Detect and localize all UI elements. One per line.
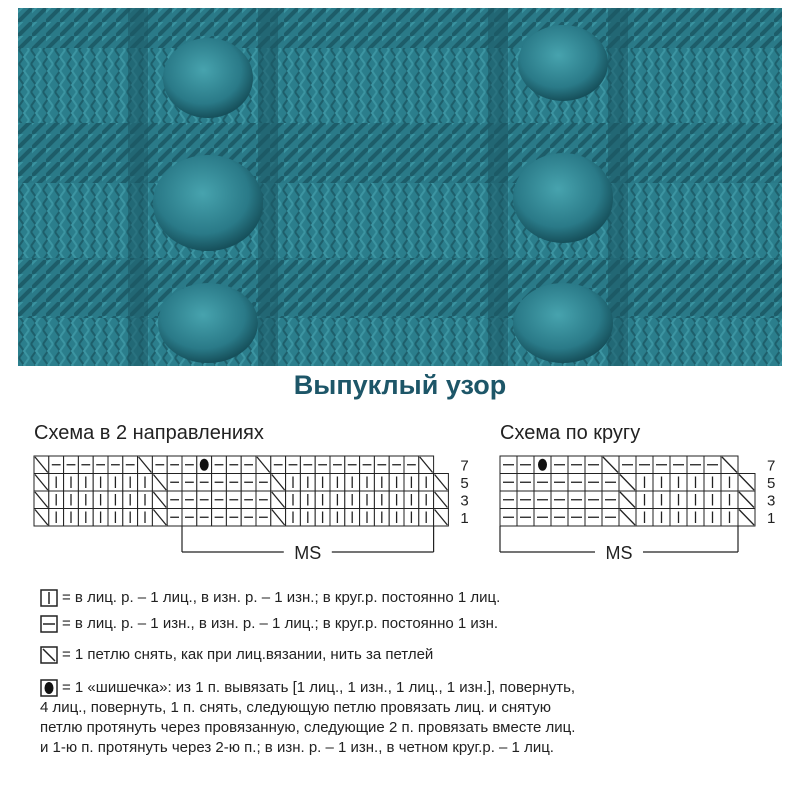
chart-cell (404, 474, 419, 492)
chart-cell (123, 491, 138, 509)
chart-cell (108, 491, 123, 509)
chart-cell (256, 474, 271, 492)
chart-cell (49, 509, 64, 527)
chart-cell (78, 509, 93, 527)
chart-cell (360, 474, 375, 492)
chart-cell (419, 474, 434, 492)
row-number-label: 5 (460, 475, 469, 492)
chart-cell (389, 509, 404, 527)
bobble-symbol-icon (40, 679, 58, 697)
chart-cell (167, 491, 182, 509)
chart-cell (653, 491, 670, 509)
chart-cell (93, 491, 108, 509)
chart-cell (721, 491, 738, 509)
chart-cell (602, 456, 619, 474)
chart-cell (330, 491, 345, 509)
chart-cell (226, 456, 241, 474)
chart-cell (64, 474, 79, 492)
chart-cell (585, 456, 602, 474)
repeat-label: MS (294, 543, 322, 563)
chart-cell (64, 509, 79, 527)
chart-cell (602, 491, 619, 509)
row-number-label: 3 (767, 492, 776, 510)
chart-cell (738, 491, 755, 509)
chart-cell (256, 491, 271, 509)
chart-cell (78, 456, 93, 474)
chart-cell (212, 474, 227, 492)
repeat-label: MS (605, 543, 633, 563)
chart-cell (345, 509, 360, 527)
chart-cell (34, 456, 49, 474)
left-chart-title: Схема в 2 направлениях (34, 422, 264, 444)
chart-cell (602, 474, 619, 492)
chart-cell (256, 456, 271, 474)
legend-text-bobble-3: петлю протянуть через провязанную, следующие 2 п. провязать вместе лиц. (40, 719, 576, 736)
chart-cell (619, 474, 636, 492)
chart-cell (241, 509, 256, 527)
chart-cell (123, 509, 138, 527)
chart-cell (226, 509, 241, 527)
row-number-label: 7 (767, 457, 776, 475)
chart-cell (167, 474, 182, 492)
chart-cell (345, 474, 360, 492)
legend-item-knit (40, 588, 500, 608)
chart-cell (330, 456, 345, 474)
chart-cell (636, 456, 653, 474)
chart-cell (138, 491, 153, 509)
chart-cell (49, 456, 64, 474)
chart-cell (602, 509, 619, 527)
row-number-label: 5 (767, 475, 776, 492)
chart-cell (152, 509, 167, 527)
chart-cell (636, 474, 653, 492)
chart-cell (419, 456, 434, 474)
chart-cell (360, 456, 375, 474)
chart-cell (374, 456, 389, 474)
chart-cell (653, 474, 670, 492)
chart-cell (704, 474, 721, 492)
chart-cell (315, 491, 330, 509)
chart-cell (687, 509, 704, 527)
chart-cell (300, 491, 315, 509)
chart-cell (500, 509, 517, 527)
chart-cell (93, 474, 108, 492)
chart-cell (108, 456, 123, 474)
chart-cell (197, 509, 212, 527)
chart-cell (619, 491, 636, 509)
chart-cell (374, 491, 389, 509)
chart-cell (138, 474, 153, 492)
chart-cell (315, 509, 330, 527)
chart-cell (360, 509, 375, 527)
chart-cell (182, 474, 197, 492)
chart-cell (138, 509, 153, 527)
chart-cell (704, 456, 721, 474)
chart-cell (345, 456, 360, 474)
chart-cell (286, 474, 301, 492)
chart-cell (517, 491, 534, 509)
legend-text-knit: = в лиц. р. – 1 лиц., в изн. р. – 1 изн.; в круг.р. постоянно 1 лиц. (62, 589, 501, 606)
chart-cell (330, 474, 345, 492)
chart-cell (212, 491, 227, 509)
legend-item-bobble (40, 678, 575, 758)
chart-cell (300, 509, 315, 527)
chart-cell (315, 474, 330, 492)
chart-cell (619, 509, 636, 527)
chart-cell (568, 509, 585, 527)
chart-cell (419, 491, 434, 509)
pattern-title: Выпуклый узор (293, 370, 507, 400)
chart-cell (271, 456, 286, 474)
chart-cell (404, 491, 419, 509)
chart-cell (389, 491, 404, 509)
knitted-swatch-photo (18, 8, 782, 366)
chart-cell (167, 456, 182, 474)
chart-cell (256, 509, 271, 527)
chart-cell (241, 456, 256, 474)
chart-cell (64, 456, 79, 474)
chart-cell (300, 456, 315, 474)
chart-cell (286, 456, 301, 474)
chart-cell (517, 509, 534, 527)
chart-cell (167, 509, 182, 527)
chart-cell (241, 474, 256, 492)
chart-cell (619, 456, 636, 474)
chart-cell (360, 491, 375, 509)
legend-item-purl (40, 614, 498, 634)
chart-cell (419, 509, 434, 527)
legend-text-bobble-2: 4 лиц., повернуть, 1 п. снять, следующую петлю провязать лиц. и снятую (40, 699, 552, 716)
slip-symbol-icon (40, 646, 58, 664)
chart-cell (653, 456, 670, 474)
chart-cell (108, 509, 123, 527)
row-number-label: 1 (460, 510, 469, 527)
chart-cell (108, 474, 123, 492)
purl-symbol-icon (40, 615, 58, 633)
row-number-label: 1 (767, 510, 776, 527)
chart-cell (568, 474, 585, 492)
chart-cell (226, 474, 241, 492)
chart-cell (670, 491, 687, 509)
chart-cell (534, 474, 551, 492)
chart-cell (585, 491, 602, 509)
chart-cell (670, 474, 687, 492)
chart-cell (123, 456, 138, 474)
chart-cell (721, 474, 738, 492)
chart-cell (670, 456, 687, 474)
chart-cell (704, 491, 721, 509)
chart-cell (687, 474, 704, 492)
chart-cell (93, 456, 108, 474)
chart-cell (534, 456, 551, 474)
chart-cell (551, 509, 568, 527)
legend-text-bobble-1: = 1 «шишечка»: из 1 п. вывязать [1 лиц., 1 изн., 1 лиц., 1 изн.], повернуть, (62, 679, 576, 696)
chart-cell (653, 509, 670, 527)
chart-cell (271, 474, 286, 492)
chart-cell (64, 491, 79, 509)
chart-cell (551, 456, 568, 474)
chart-cell (34, 509, 49, 527)
chart-cell (212, 456, 227, 474)
chart-cell (585, 474, 602, 492)
chart-cell (568, 491, 585, 509)
chart-cell (551, 474, 568, 492)
chart-cell (738, 509, 755, 527)
chart-cell (138, 456, 153, 474)
legend-text-purl: = в лиц. р. – 1 изн., в изн. р. – 1 лиц.; в круг.р. постоянно 1 изн. (62, 615, 499, 632)
chart-cell (286, 491, 301, 509)
chart-cell (271, 509, 286, 527)
chart-cell (49, 491, 64, 509)
chart-cell (670, 509, 687, 527)
chart-cell (517, 456, 534, 474)
right-chart (496, 452, 786, 572)
chart-cell (434, 491, 449, 509)
row-number-label: 7 (460, 457, 469, 475)
chart-cell (93, 509, 108, 527)
chart-cell (34, 491, 49, 509)
chart-cell (585, 509, 602, 527)
chart-cell (434, 509, 449, 527)
chart-cell (434, 474, 449, 492)
legend-text-bobble-4: и 1-ю п. протянуть через 2-ю п.; в изн. р. – 1 изн., в четном круг.р. – 1 лиц. (40, 739, 554, 756)
chart-cell (152, 474, 167, 492)
chart-cell (226, 491, 241, 509)
chart-cell (636, 491, 653, 509)
chart-cell (404, 456, 419, 474)
chart-cell (330, 509, 345, 527)
chart-cell (687, 491, 704, 509)
chart-cell (500, 456, 517, 474)
chart-cell (721, 509, 738, 527)
chart-cell (212, 509, 227, 527)
chart-cell (78, 474, 93, 492)
chart-cell (78, 491, 93, 509)
chart-cell (374, 474, 389, 492)
chart-cell (152, 491, 167, 509)
chart-cell (182, 491, 197, 509)
chart-cell (374, 509, 389, 527)
left-chart (30, 452, 469, 572)
chart-cell (286, 509, 301, 527)
chart-cell (636, 509, 653, 527)
chart-cell (534, 509, 551, 527)
chart-cell (182, 509, 197, 527)
chart-cell (197, 474, 212, 492)
chart-cell (34, 474, 49, 492)
chart-cell (721, 456, 738, 474)
chart-cell (271, 491, 286, 509)
chart-cell (687, 456, 704, 474)
legend-text-slip: = 1 петлю снять, как при лиц.вязании, нить за петлей (62, 646, 434, 663)
chart-cell (197, 491, 212, 509)
right-chart-title: Схема по кругу (500, 422, 641, 444)
chart-cell (241, 491, 256, 509)
chart-cell (345, 491, 360, 509)
chart-cell (197, 456, 212, 474)
chart-cell (500, 474, 517, 492)
chart-cell (534, 491, 551, 509)
chart-cell (182, 456, 197, 474)
chart-cell (123, 474, 138, 492)
chart-cell (568, 456, 585, 474)
chart-cell (500, 491, 517, 509)
chart-cell (389, 456, 404, 474)
chart-cell (738, 474, 755, 492)
chart-cell (300, 474, 315, 492)
chart-cell (517, 474, 534, 492)
row-number-label: 3 (460, 492, 469, 510)
knit-symbol-icon (40, 589, 58, 607)
chart-cell (551, 491, 568, 509)
chart-cell (704, 509, 721, 527)
chart-cell (404, 509, 419, 527)
chart-cell (49, 474, 64, 492)
legend-item-slip (40, 645, 433, 665)
chart-cell (389, 474, 404, 492)
chart-cell (315, 456, 330, 474)
chart-cell (152, 456, 167, 474)
